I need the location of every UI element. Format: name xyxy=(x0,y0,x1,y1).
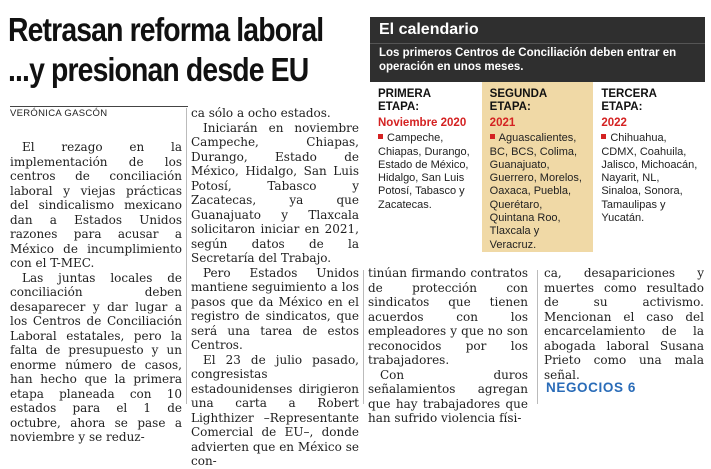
paragraph: El rezago en la implementación de los centros de conciliación laboral y viejas prácticas del sindicalismo mexicano dan a Estados Unidos razones para acusar a México de incumplimiento con el T-MEC. xyxy=(10,140,182,270)
article-column-1 xyxy=(10,140,182,445)
stage-second xyxy=(482,82,594,252)
article-column-3 xyxy=(368,266,528,426)
calendar-subtitle: Los primeros Centros de Conciliación deben entrar en operación en unos meses. xyxy=(370,43,705,82)
paragraph: ca, desapariciones y muertes como resultado de su activismo. Mencionan el caso del encarcelamiento de la abogada laboral Susana Prieto como una mala señal. xyxy=(544,266,704,382)
paragraph: Iniciarán en noviembre Campeche, Chiapas, Durango, Estado de México, Hidalgo, San Luis Potosí, Tabasco y Zacatecas, ya que Guanajuato y Tlaxcala solicitaron iniciar en 2021, según datos de la Secretaría del Trabajo. xyxy=(191,120,359,265)
stage-states xyxy=(601,132,699,225)
stage-title-line: ETAPA: xyxy=(489,100,531,113)
stage-third xyxy=(593,82,705,252)
column-divider xyxy=(186,108,187,404)
calendar-box xyxy=(370,17,705,265)
headline xyxy=(8,10,324,90)
headline-line-2: ...y presionan desde EU xyxy=(8,51,309,88)
bullet-square-icon xyxy=(378,134,383,139)
section-page-tag: NEGOCIOS 6 xyxy=(546,380,637,395)
calendar-title: El calendario xyxy=(370,17,705,43)
byline-divider xyxy=(10,106,188,107)
stage-states-text: Aguascalientes, BC, BCS, Colima, Guanajuato, Guerrero, Morelos, Oaxaca, Puebla, Querétaro, Quintana Roo, Tlaxcala y Veracruz. xyxy=(489,132,582,251)
column-divider xyxy=(537,270,538,404)
byline: VERÓNICA GASCÓN xyxy=(10,108,108,119)
stage-title-line: PRIMERA xyxy=(378,88,432,100)
bullet-square-icon xyxy=(601,134,606,139)
paragraph: ca sólo a ocho estados. xyxy=(191,106,331,120)
stage-states xyxy=(378,132,476,212)
headline-line-1: Retrasan reforma laboral xyxy=(8,11,324,48)
article-column-4 xyxy=(544,266,704,382)
stage-title xyxy=(601,88,699,113)
stage-date: Noviembre 2020 xyxy=(378,117,467,129)
bullet-square-icon xyxy=(490,134,495,139)
stage-date: 2021 xyxy=(489,117,516,129)
paragraph: tinúan firmando contratos de protección con sindicatos que tienen acuerdos con los empleadores y que no son reconocidos por los trabajadores. xyxy=(368,266,528,367)
paragraph: Pero Estados Unidos mantiene seguimiento a los pasos que da México en el registro de sindicatos, que será una tarea de estos Centros. xyxy=(191,265,359,352)
column-divider xyxy=(363,270,364,404)
stage-first xyxy=(370,82,482,252)
paragraph: El 23 de julio pasado, congresistas estadounidenses dirigieron una carta a Robert Lighthizer –Representante Comercial de EU–, donde advierten que en México se con- xyxy=(191,352,359,468)
stage-states-text: Chihuahua, CDMX, Coahuila, Jalisco, Michoacán, Nayarit, NL, Sinaloa, Sonora, Tamaulipas y Yucatán. xyxy=(601,132,698,225)
calendar-stages xyxy=(370,82,705,252)
paragraph: Con duros señalamientos agregan que hay trabajadores que han sufrido violencia físi- xyxy=(368,367,528,425)
stage-title-line: ETAPA: xyxy=(601,100,643,113)
paragraph: Las juntas locales de conciliación deben desaparecer y dar lugar a los Centros de Conciliación Laboral estatales, pero la falta de presupuesto y un enorme número de casos, han hecho que la primera etapa planeada con 10 estados para el 1 de octubre, ahora se pase a noviembre y se reduz- xyxy=(10,270,182,444)
article-column-2 xyxy=(191,106,359,469)
stage-title-line: ETAPA: xyxy=(378,100,420,113)
stage-title xyxy=(378,88,476,113)
stage-states-text: Campeche, Chiapas, Durango, Estado de México, Hidalgo, San Luis Potosí, Tabasco y Zacatecas. xyxy=(378,132,470,211)
stage-title-line: TERCERA xyxy=(601,88,657,100)
stage-date: 2022 xyxy=(601,117,627,129)
stage-states xyxy=(490,132,588,252)
stage-title-line: SEGUNDA xyxy=(489,88,548,100)
stage-title xyxy=(490,88,588,113)
